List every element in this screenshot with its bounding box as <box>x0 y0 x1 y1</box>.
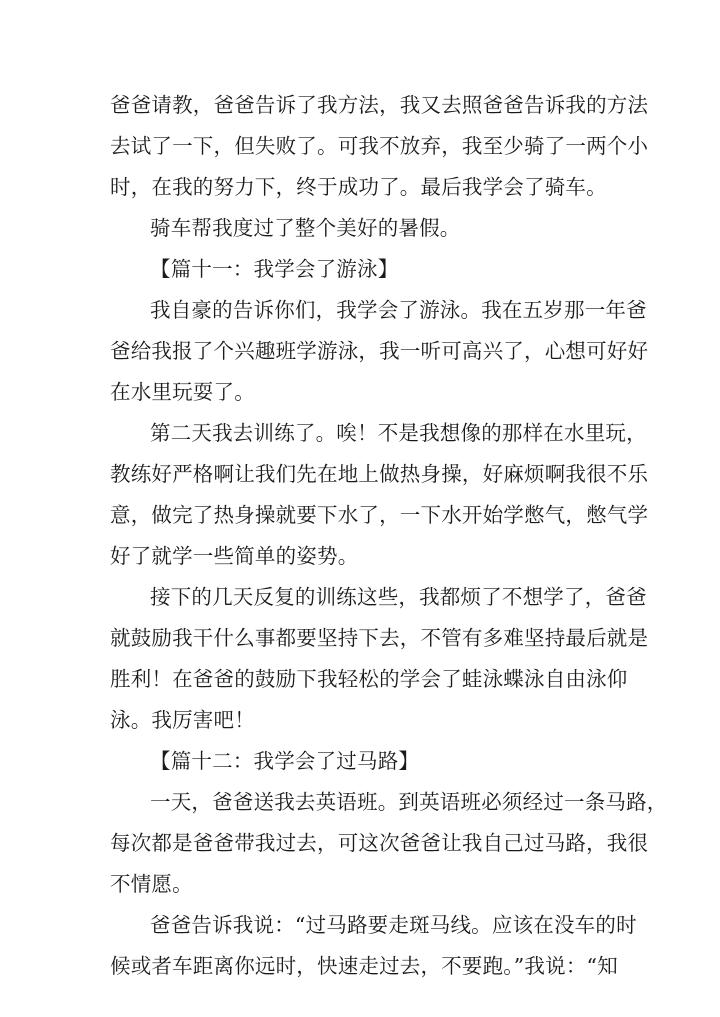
text-line: 就鼓励我干什么事都要坚持下去，不管有多难坚持最后就是 <box>110 626 649 650</box>
text-line: 好了就学一些简单的姿势。 <box>110 544 359 568</box>
text-line: 时，在我的努力下，终于成功了。最后我学会了骑车。 <box>110 175 607 199</box>
text-line: 在水里玩耍了。 <box>110 380 255 404</box>
text-line: 候或者车距离你远时，快速走过去，不要跑。”我说：“知 <box>110 954 618 978</box>
text-line: 第二天我去训练了。唉！不是我想像的那样在水里玩， <box>150 421 647 445</box>
text-line: 教练好严格啊让我们先在地上做热身操，好麻烦啊我很不乐 <box>110 462 649 486</box>
text-line: 接下的几天反复的训练这些，我都烦了不想学了，爸爸 <box>150 585 647 609</box>
text-line: 去试了一下，但失败了。可我不放弃，我至少骑了一两个小 <box>110 134 649 158</box>
text-line: 我自豪的告诉你们，我学会了游泳。我在五岁那一年爸 <box>150 298 647 322</box>
text-line: 意，做完了热身操就要下水了，一下水开始学憋气，憋气学 <box>110 503 649 527</box>
text-line: 不情愿。 <box>110 872 193 896</box>
text-line: 每次都是爸爸带我过去，可这次爸爸让我自己过马路，我很 <box>110 831 649 855</box>
text-line: 胜利！在爸爸的鼓励下我轻松的学会了蛙泳蝶泳自由泳仰 <box>110 667 628 691</box>
section-heading: 【篇十二：我学会了过马路】 <box>150 749 420 773</box>
text-line: 爸给我报了个兴趣班学游泳，我一听可高兴了，心想可好好 <box>110 339 649 363</box>
text-line: 泳。我厉害吧！ <box>110 708 255 732</box>
text-line: 爸爸请教，爸爸告诉了我方法，我又去照爸爸告诉我的方法 <box>110 93 649 117</box>
text-line: 骑车帮我度过了整个美好的暑假。 <box>150 216 461 240</box>
text-line: 爸爸告诉我说：“过马路要走斑马线。应该在没车的时 <box>150 913 637 937</box>
section-heading: 【篇十一：我学会了游泳】 <box>150 257 399 281</box>
text-line: 一天，爸爸送我去英语班。到英语班必须经过一条马路， <box>150 790 668 814</box>
